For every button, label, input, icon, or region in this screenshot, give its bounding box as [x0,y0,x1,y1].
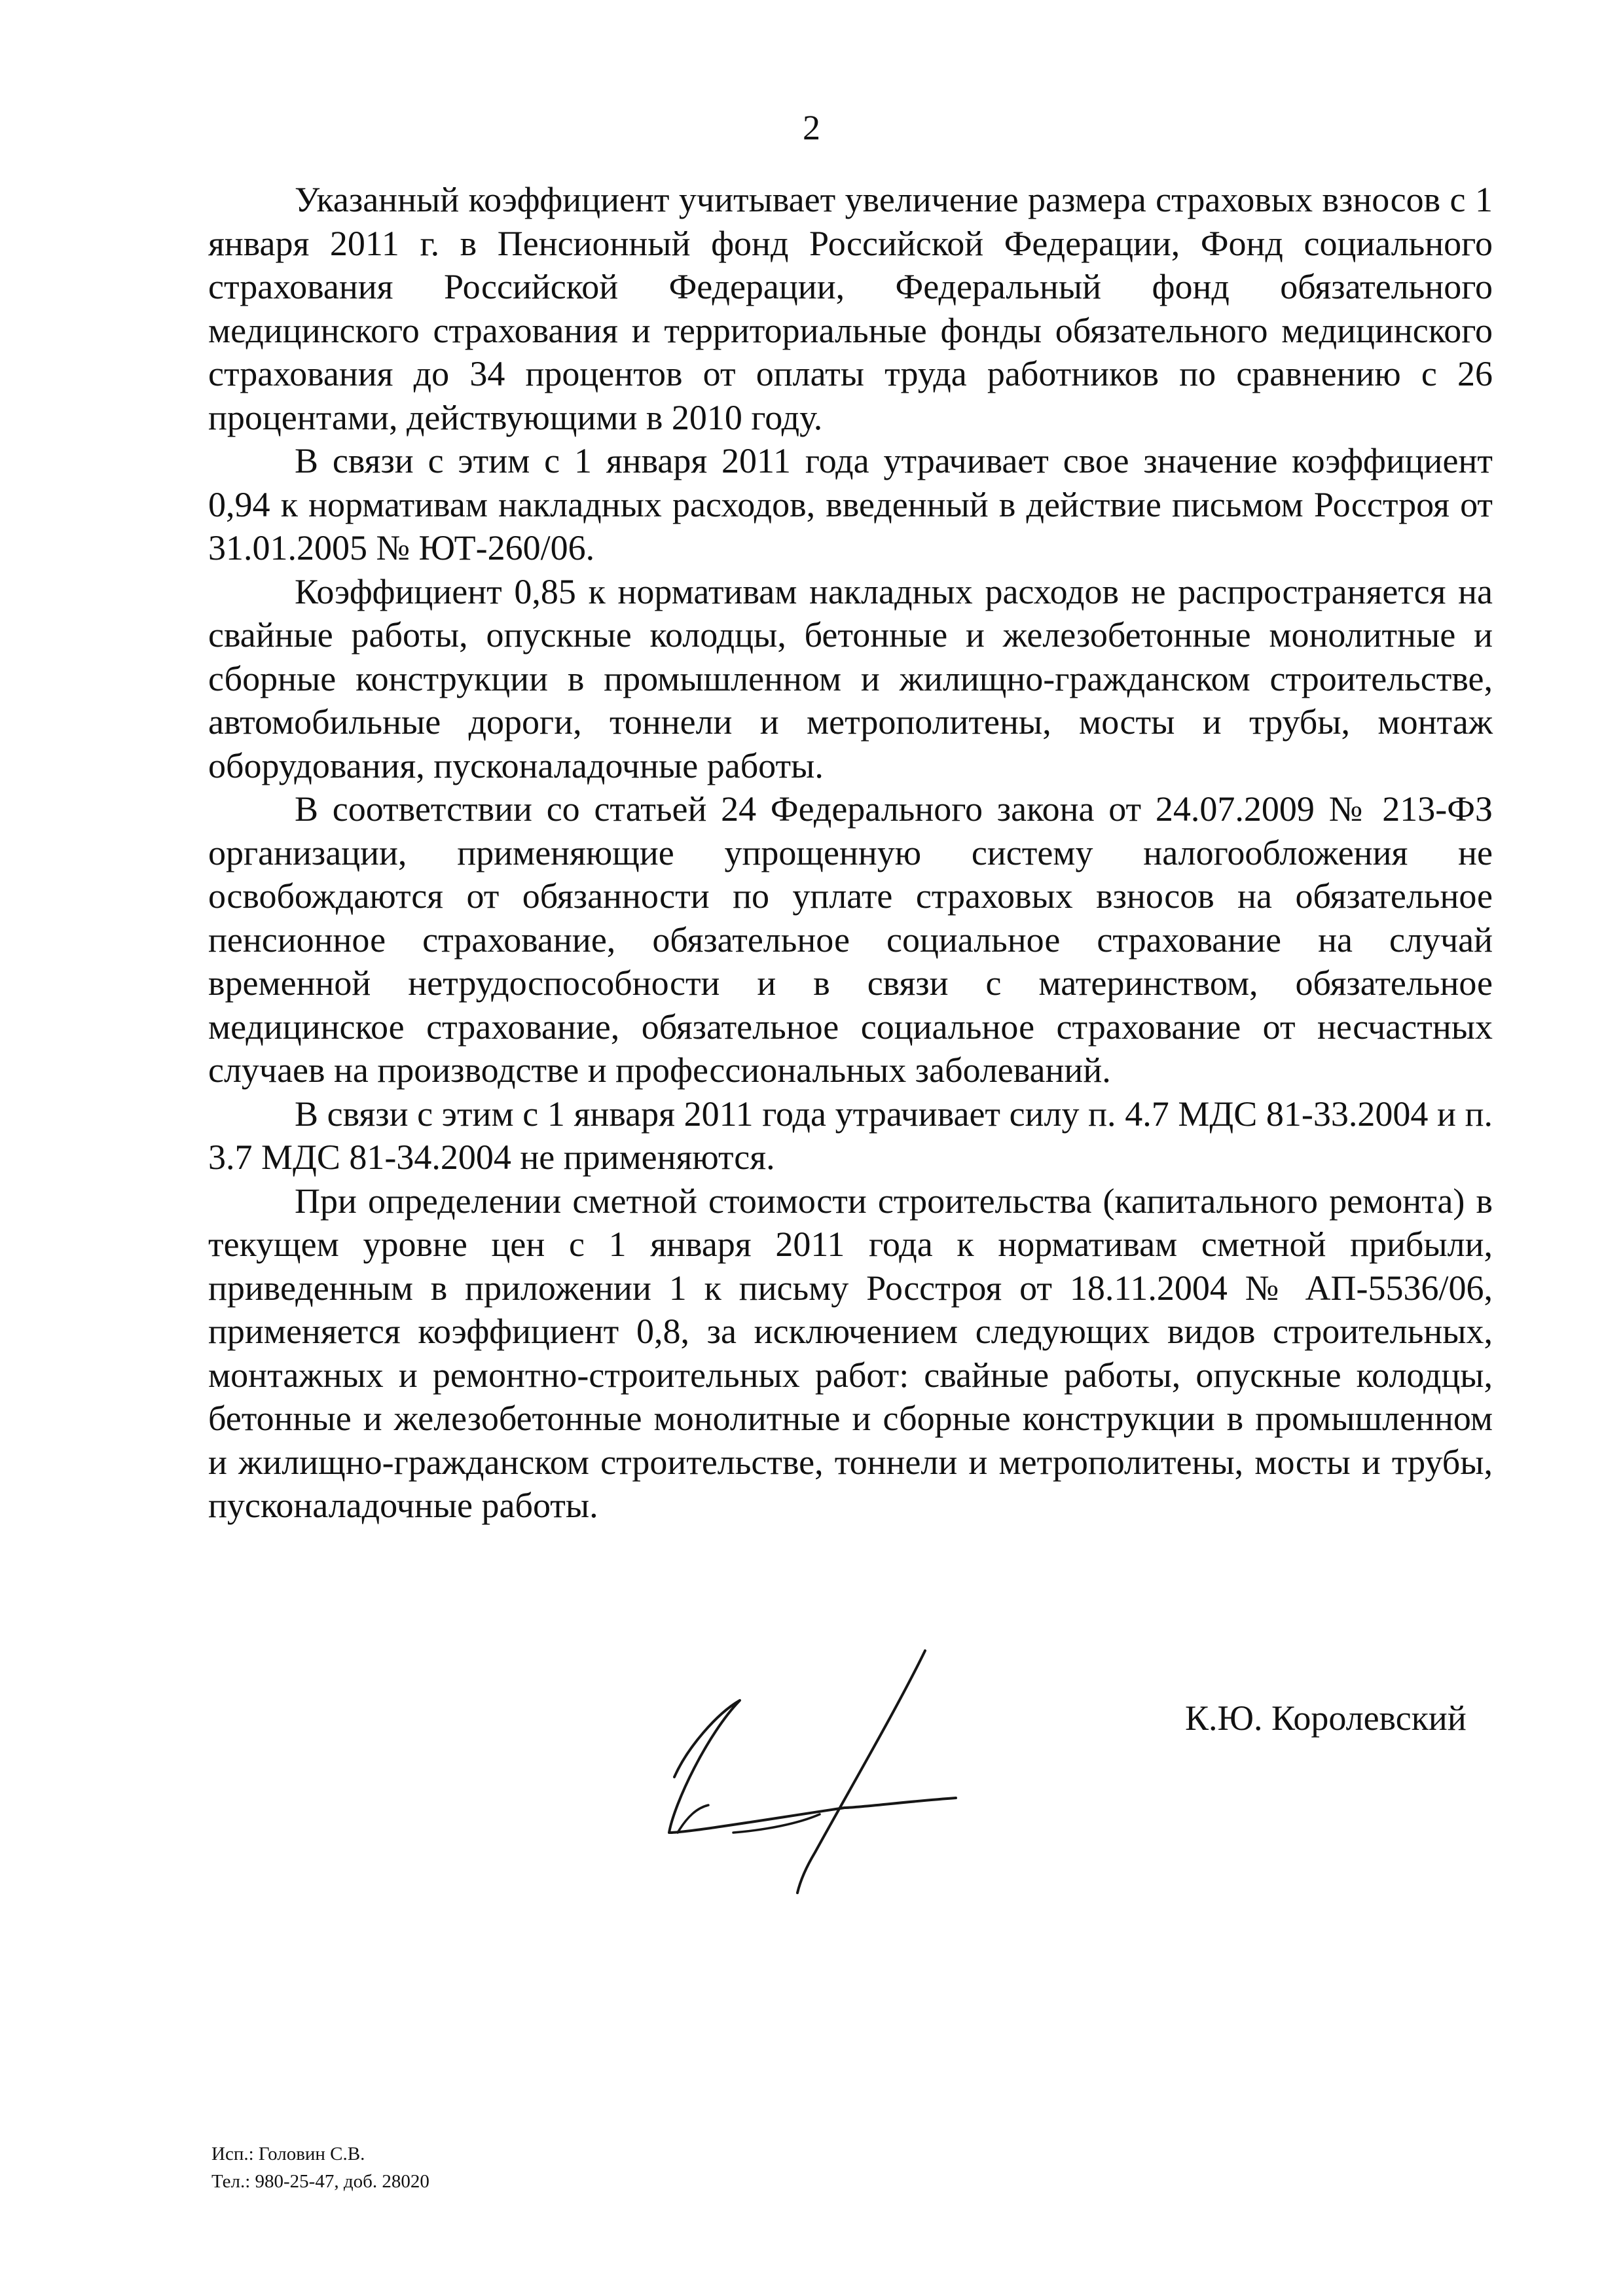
signer-name: К.Ю. Королевский [1185,1698,1467,1738]
executor-name: Исп.: Головин С.В. [211,2144,365,2164]
executor-phone: Тел.: 980-25-47, доб. 28020 [211,2171,429,2192]
paragraph: Указанный коэффициент учитывает увеличение размера страховых взносов с 1 января 2011 г. в Пенсионный фонд Российской Федерации, Фонд социального страхования Российской Федерации, Федеральный фонд обязательного медицинского страхования и территориальные фонды обязательного медицинского страхования до 34 процентов от оплаты труда работников по сравнению с 26 процентами, действующими в 2010 году. [208,180,1493,437]
handwritten-signature [648,1636,962,1898]
letter-body [208,178,1493,1528]
page-number: 2 [803,108,820,147]
paragraph: В соответствии со статьей 24 Федерального закона от 24.07.2009 № 213-ФЗ организации, применяющие упрощенную систему налогообложения не освобождаются от обязанности по уплате страховых взносов на обязательное пенсионное страхование, обязательное социальное страхование на случай временной нетрудоспособности и в связи с материнством, обязательное медицинское страхование, обязательное социальное страхование от несчастных случаев на производстве и профессиональных заболеваний. [208,789,1493,1090]
paragraph: Коэффициент 0,85 к нормативам накладных расходов не распространяется на свайные работы, опускные колодцы, бетонные и железобетонные монолитные и сборные конструкции в промышленном и жилищно-гражданском строительстве, автомобильные дороги, тоннели и метрополитены, мосты и трубы, монтаж оборудования, пусконаладочные работы. [208,571,1493,785]
paragraph: В связи с этим с 1 января 2011 года утрачивает силу п. 4.7 МДС 81-33.2004 и п. 3.7 МДС 81-34.2004 не применяются. [208,1094,1493,1177]
executor-block [211,2140,429,2195]
paragraph: В связи с этим с 1 января 2011 года утрачивает свое значение коэффициент 0,94 к нормативам накладных расходов, введенный в действие письмом Росстроя от 31.01.2005 № ЮТ-260/06. [208,441,1493,567]
paragraph: При определении сметной стоимости строительства (капитального ремонта) в текущем уровне цен с 1 января 2011 года к нормативам сметной прибыли, приведенным в приложении 1 к письму Росстроя от 18.11.2004 № АП-5536/06, применяется коэффициент 0,8, за исключением следующих видов строительных, монтажных и ремонтно-строительных работ: свайные работы, опускные колодцы, бетонные и железобетонные монолитные и сборные конструкции в промышленном и жилищно-гражданском строительстве, тоннели и метрополитены, мосты и трубы, пусконаладочные работы. [208,1181,1493,1525]
